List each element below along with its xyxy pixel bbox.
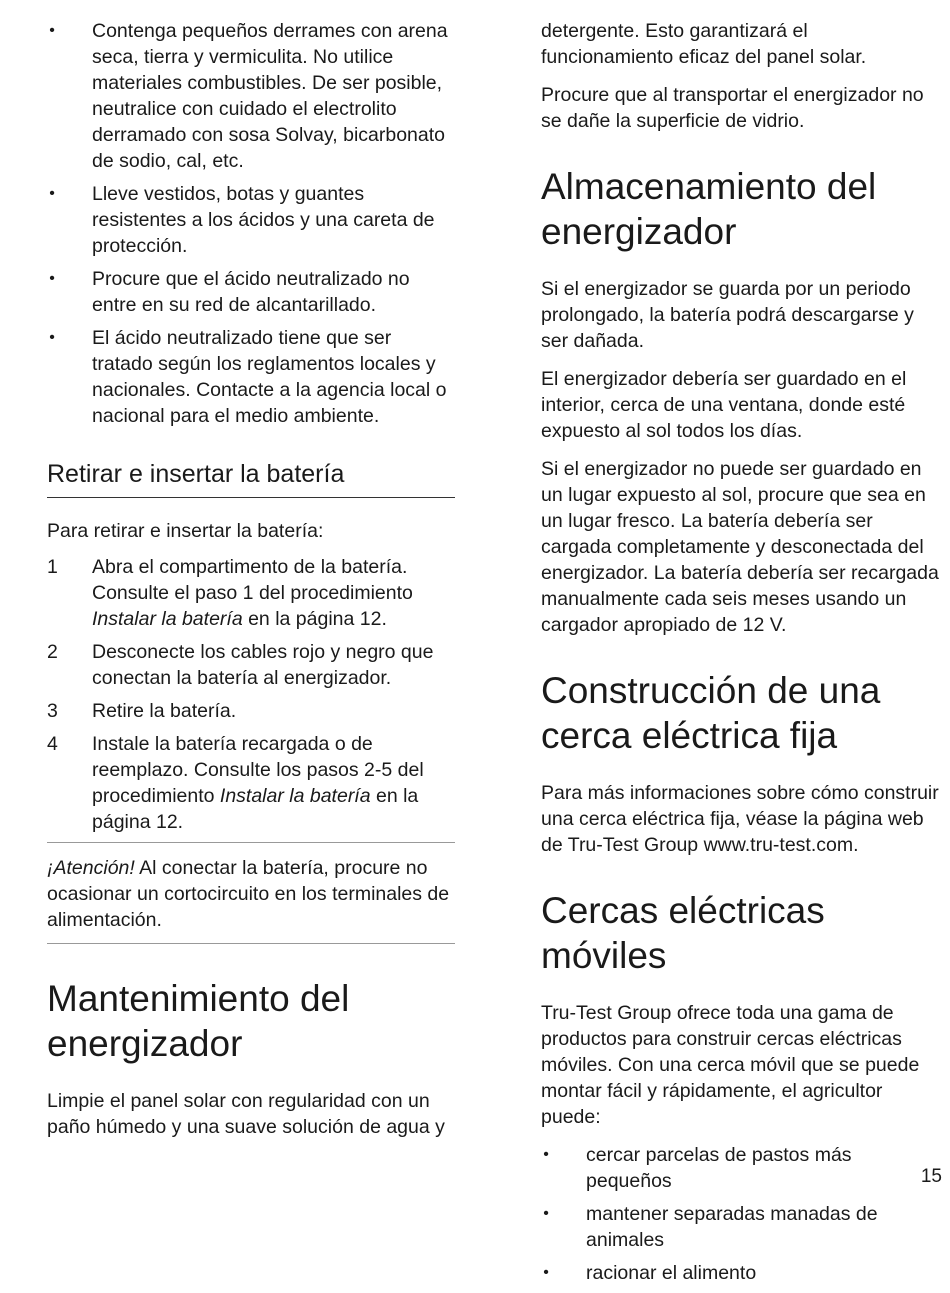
bullet-icon: • — [49, 329, 55, 346]
battery-steps-list — [47, 554, 455, 835]
list-item — [47, 325, 455, 429]
list-item — [541, 1201, 941, 1253]
attention-note — [47, 855, 455, 933]
bullet-icon: • — [543, 1264, 549, 1281]
list-item-text: cercar parcelas de pastos más pequeños — [586, 1144, 852, 1192]
cross-reference-link[interactable]: Instalar la batería — [92, 608, 243, 630]
maintenance-text: Limpie el panel solar con regularidad con un paño húmedo y una suave solución de agua y — [47, 1090, 445, 1138]
right-column — [541, 0, 941, 1293]
step-text: Desconecte los cables rojo y negro que conectan la batería al energizador. — [92, 641, 434, 689]
spill-instructions-list — [47, 18, 455, 429]
fixed-fence-text: Para más informaciones sobre cómo construir una cerca eléctrica fija, véase la página web de Tru-Test Group www.tru-test.com. — [541, 782, 939, 856]
step-item — [47, 731, 455, 835]
divider — [47, 943, 455, 944]
storage-paragraph: Si el energizador se guarda por un periodo prolongado, la batería podrá descargarse y ser dañada. — [541, 278, 914, 352]
list-item — [47, 181, 455, 259]
step-text-end: en la página 12. — [92, 785, 419, 833]
maintenance-heading: Mantenimiento del energizador — [47, 978, 350, 1064]
list-item — [47, 266, 455, 318]
mobile-fence-benefits-list — [541, 1142, 941, 1286]
step-number: 2 — [47, 641, 58, 663]
step-text: Instale la batería recargada o de reemplazo. Consulte los pasos 2-5 del procedimiento — [92, 733, 424, 807]
list-item — [47, 18, 455, 174]
bullet-icon: • — [49, 185, 55, 202]
list-item-text: Contenga pequeños derrames con arena seca, tierra y vermiculita. No utilice materiales combustibles. De ser posible, neutralice con cuidado el electrolito derramado con sosa Solvay, bicarbonato de sodio, cal, etc. — [92, 20, 448, 172]
step-item — [47, 554, 455, 632]
list-item — [541, 1260, 941, 1286]
list-item-text: Procure que el ácido neutralizado no entre en su red de alcantarillado. — [92, 268, 410, 316]
storage-paragraph: Si el energizador no puede ser guardado en un lugar expuesto al sol, procure que sea en un lugar fresco. La batería debería ser cargada completamente y desconectada del energizador. La batería debería ser recargada manualmente cada seis meses usando un cargador apropiado de 12 V. — [541, 458, 939, 636]
step-item — [47, 698, 455, 724]
attention-text: Al conectar la batería, procure no ocasionar un cortocircuito en los terminales de alimentación. — [47, 857, 450, 931]
mobile-fence-text: Tru-Test Group ofrece toda una gama de productos para construir cercas eléctricas móviles. Con una cerca móvil que se puede montar fácil y rápidamente, el agricultor puede: — [541, 1002, 920, 1128]
fixed-fence-heading: Construcción de una cerca eléctrica fija — [541, 670, 881, 756]
bullet-icon: • — [49, 270, 55, 287]
step-number: 4 — [47, 733, 58, 755]
battery-intro: Para retirar e insertar la batería: — [47, 520, 324, 542]
attention-label: ¡Atención! — [47, 857, 135, 879]
page-number: 15 — [920, 1166, 942, 1187]
bullet-icon: • — [543, 1205, 549, 1222]
left-column — [47, 0, 455, 1140]
transport-note: Procure que al transportar el energizador no se dañe la superficie de vidrio. — [541, 84, 924, 132]
step-number: 1 — [47, 556, 58, 578]
list-item-text: mantener separadas manadas de animales — [586, 1203, 878, 1251]
list-item — [541, 1142, 941, 1194]
divider — [47, 842, 455, 843]
step-text: Abra el compartimento de la batería. Consulte el paso 1 del procedimiento — [92, 556, 413, 604]
bullet-icon: • — [49, 22, 55, 39]
storage-heading: Almacenamiento del energizador — [541, 166, 877, 252]
mobile-fence-heading: Cercas eléctricas móviles — [541, 890, 825, 976]
step-text: Retire la batería. — [92, 700, 237, 722]
battery-section-heading: Retirar e insertar la batería — [47, 459, 455, 498]
step-number: 3 — [47, 700, 58, 722]
step-item — [47, 639, 455, 691]
cross-reference-link[interactable]: Instalar la batería — [219, 785, 371, 807]
list-item-text: Lleve vestidos, botas y guantes resistentes a los ácidos y una careta de protección. — [92, 183, 435, 257]
list-item-text: racionar el alimento — [586, 1262, 757, 1284]
step-text-end: en la página 12. — [242, 608, 387, 630]
bullet-icon: • — [543, 1146, 549, 1163]
storage-paragraph: El energizador debería ser guardado en el interior, cerca de una ventana, donde esté expuesto al sol todos los días. — [541, 368, 907, 442]
maintenance-continued: detergente. Esto garantizará el funcionamiento eficaz del panel solar. — [541, 20, 867, 68]
list-item-text: El ácido neutralizado tiene que ser tratado según los reglamentos locales y nacionales. Contacte a la agencia local o nacional para el medio ambiente. — [92, 327, 447, 427]
